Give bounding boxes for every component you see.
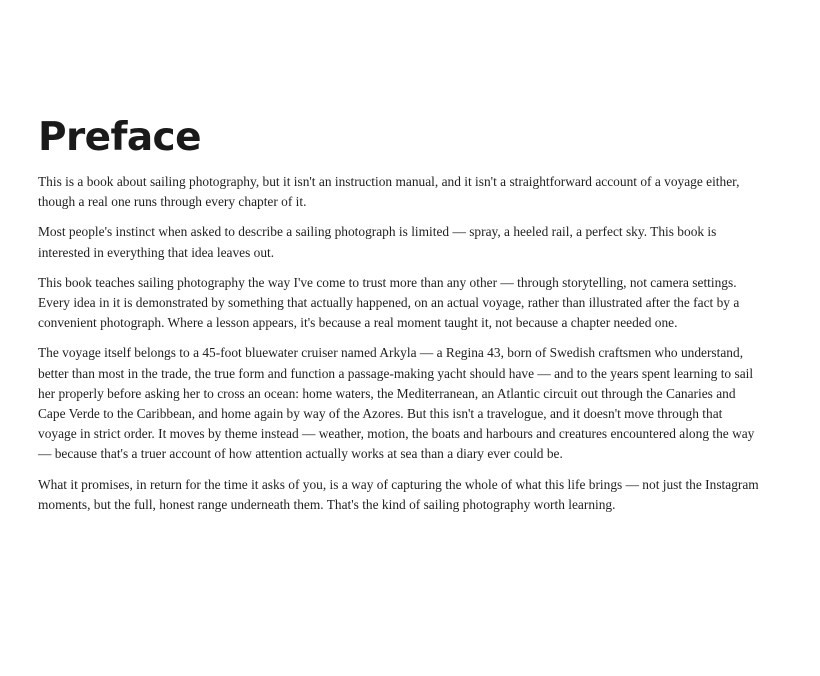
page-title: Preface	[38, 115, 201, 160]
paragraph-teaching-approach: This book teaches sailing photography the way I've come to trust more than any other — through storytelling, not camera settings. Every idea in it is demonstrated by something that actually happened, on an actual voyage, rather than illustrated after the fact by a convenient photograph. Where a lesson appears, it's because a real moment taught it, not because a chapter needed one.	[38, 274, 740, 331]
paragraph-voyage: The voyage itself belongs to a 45-foot bluewater cruiser named Arkyla — a Regina 43, born of Swedish craftsmen who understand, better than most in the trade, the true form and function a passage-making yacht should have — and to the years spent learning to sail her properly before asking her to cross an ocean: home waters, the Mediterranean, an Atlantic circuit out through the Canaries and Cape Verde to the Caribbean, and home again by way of the Azores. But this isn't a travelogue, and it doesn't move through that voyage in strict order. It moves by theme instead — weather, motion, the boats and harbours and creatures encountered along the way — because that's a truer account of how attention actually works at sea than a diary ever could be.	[38, 345, 755, 462]
paragraph-promise: What it promises, in return for the time it asks of you, is a way of capturing the whole of what this life brings — not just the Instagram moments, but the full, honest range underneath them. That's the kind of sailing photography worth learning.	[38, 476, 759, 512]
paragraph-intro: This is a book about sailing photography, but it isn't an instruction manual, and it isn't a straightforward account of a voyage either, though a real one runs through every chapter of it.	[38, 174, 740, 210]
paragraph-instinct: Most people's instinct when asked to describe a sailing photograph is limited — spray, a heeled rail, a perfect sky. This book is interested in everything that idea leaves out.	[38, 224, 717, 260]
